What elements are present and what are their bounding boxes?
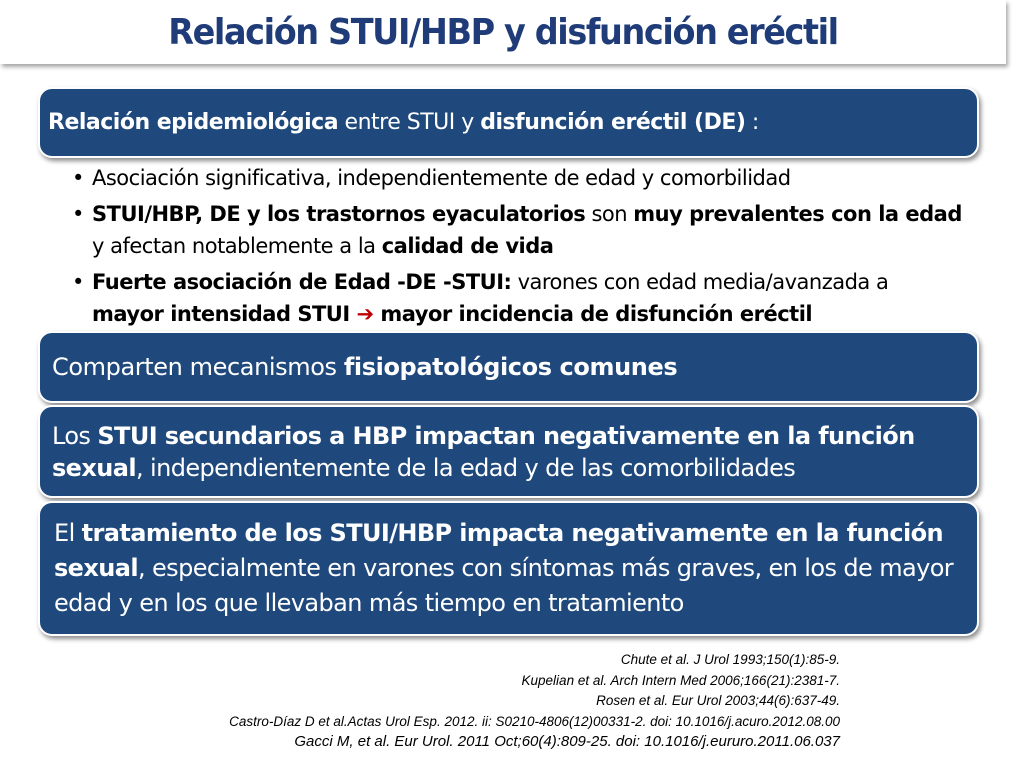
colon-text: : bbox=[745, 110, 759, 135]
treatment-impact-intro: El bbox=[54, 519, 82, 547]
bullet-item-2-text-2: y afectan notablemente a la bbox=[92, 234, 382, 258]
bullet-marker: • bbox=[72, 202, 84, 226]
bullet-item-1 bbox=[72, 162, 962, 194]
bullet-item-2-bold-3: calidad de vida bbox=[381, 234, 554, 258]
sexual-impact-rest: , independientemente de la edad y de las comorbilidades bbox=[135, 453, 796, 482]
reference-item: Rosen et al. Eur Urol 2003;44(6):637-49. bbox=[596, 693, 840, 708]
epidemiology-connector: entre STUI y bbox=[338, 110, 481, 135]
sexual-impact-bold: STUI secundarios a HBP impactan negativamente en la función sexual bbox=[52, 421, 915, 482]
treatment-impact-box-text bbox=[54, 516, 957, 621]
bullet-item-2-bold-2: muy prevalentes con la edad bbox=[633, 202, 962, 226]
bullet-list bbox=[72, 162, 962, 334]
bullet-marker: • bbox=[72, 166, 84, 190]
mechanisms-text: Comparten mecanismos bbox=[52, 353, 344, 381]
bullet-item-3-text-1: varones con edad media/avanzada a bbox=[511, 270, 889, 294]
bullet-marker: • bbox=[72, 270, 84, 294]
slide-title: Relación STUI/HBP y disfunción eréctil bbox=[168, 11, 838, 53]
sexual-impact-box bbox=[38, 405, 979, 498]
reference-item: Gacci M, et al. Eur Urol. 2011 Oct;60(4):809-25. doi: 10.1016/j.eururo.2011.06.037 bbox=[294, 733, 840, 750]
bullet-item-3-bold-2: mayor intensidad STUI bbox=[92, 302, 350, 326]
right-arrow-icon: ➔ bbox=[349, 302, 381, 326]
bullet-item-3-bold-1: Fuerte asociación de Edad -DE -STUI: bbox=[92, 270, 512, 294]
reference-item: Kupelian et al. Arch Intern Med 2006;166(21):2381-7. bbox=[521, 672, 840, 688]
sexual-impact-box-text bbox=[52, 420, 977, 484]
mechanisms-box-text bbox=[52, 353, 677, 381]
sexual-impact-intro: Los bbox=[52, 421, 98, 450]
bullet-item-2-bold-1: STUI/HBP, DE y los trastornos eyaculatorios bbox=[92, 202, 586, 226]
mechanisms-box bbox=[38, 331, 979, 403]
treatment-impact-bold: tratamiento de los STUI/HBP impacta negativamente en la función sexual bbox=[54, 519, 944, 582]
bullet-item-1-text: Asociación significativa, independientemente de edad y comorbilidad bbox=[92, 166, 791, 190]
bullet-item-2 bbox=[72, 198, 962, 262]
treatment-impact-rest: , especialmente en varones con síntomas más graves, en los de mayor edad y en los que llevaban más tiempo en tratamiento bbox=[54, 554, 954, 617]
title-bar bbox=[0, 0, 1006, 64]
bullet-item-2-text-1: son bbox=[585, 202, 634, 226]
mechanisms-bold: fisiopatológicos comunes bbox=[343, 353, 678, 381]
treatment-impact-box bbox=[38, 501, 979, 636]
epidemiology-label: Relación epidemiológica bbox=[48, 110, 339, 135]
bullet-item-3-bold-3: mayor incidencia de disfunción eréctil bbox=[380, 302, 813, 326]
bullet-item-3 bbox=[72, 266, 962, 330]
references bbox=[229, 650, 840, 753]
reference-item: Chute et al. J Urol 1993;150(1):85-9. bbox=[620, 652, 840, 667]
reference-item: Castro-Díaz D et al.Actas Urol Esp. 2012. ii: S0210-4806(12)00331-2. doi: 10.1016/j.acuro.2012.08.00 bbox=[229, 713, 840, 729]
epidemiology-box-text bbox=[48, 110, 759, 135]
erectile-dysfunction-label: disfunción eréctil (DE) bbox=[480, 110, 746, 135]
epidemiology-box bbox=[38, 87, 979, 158]
